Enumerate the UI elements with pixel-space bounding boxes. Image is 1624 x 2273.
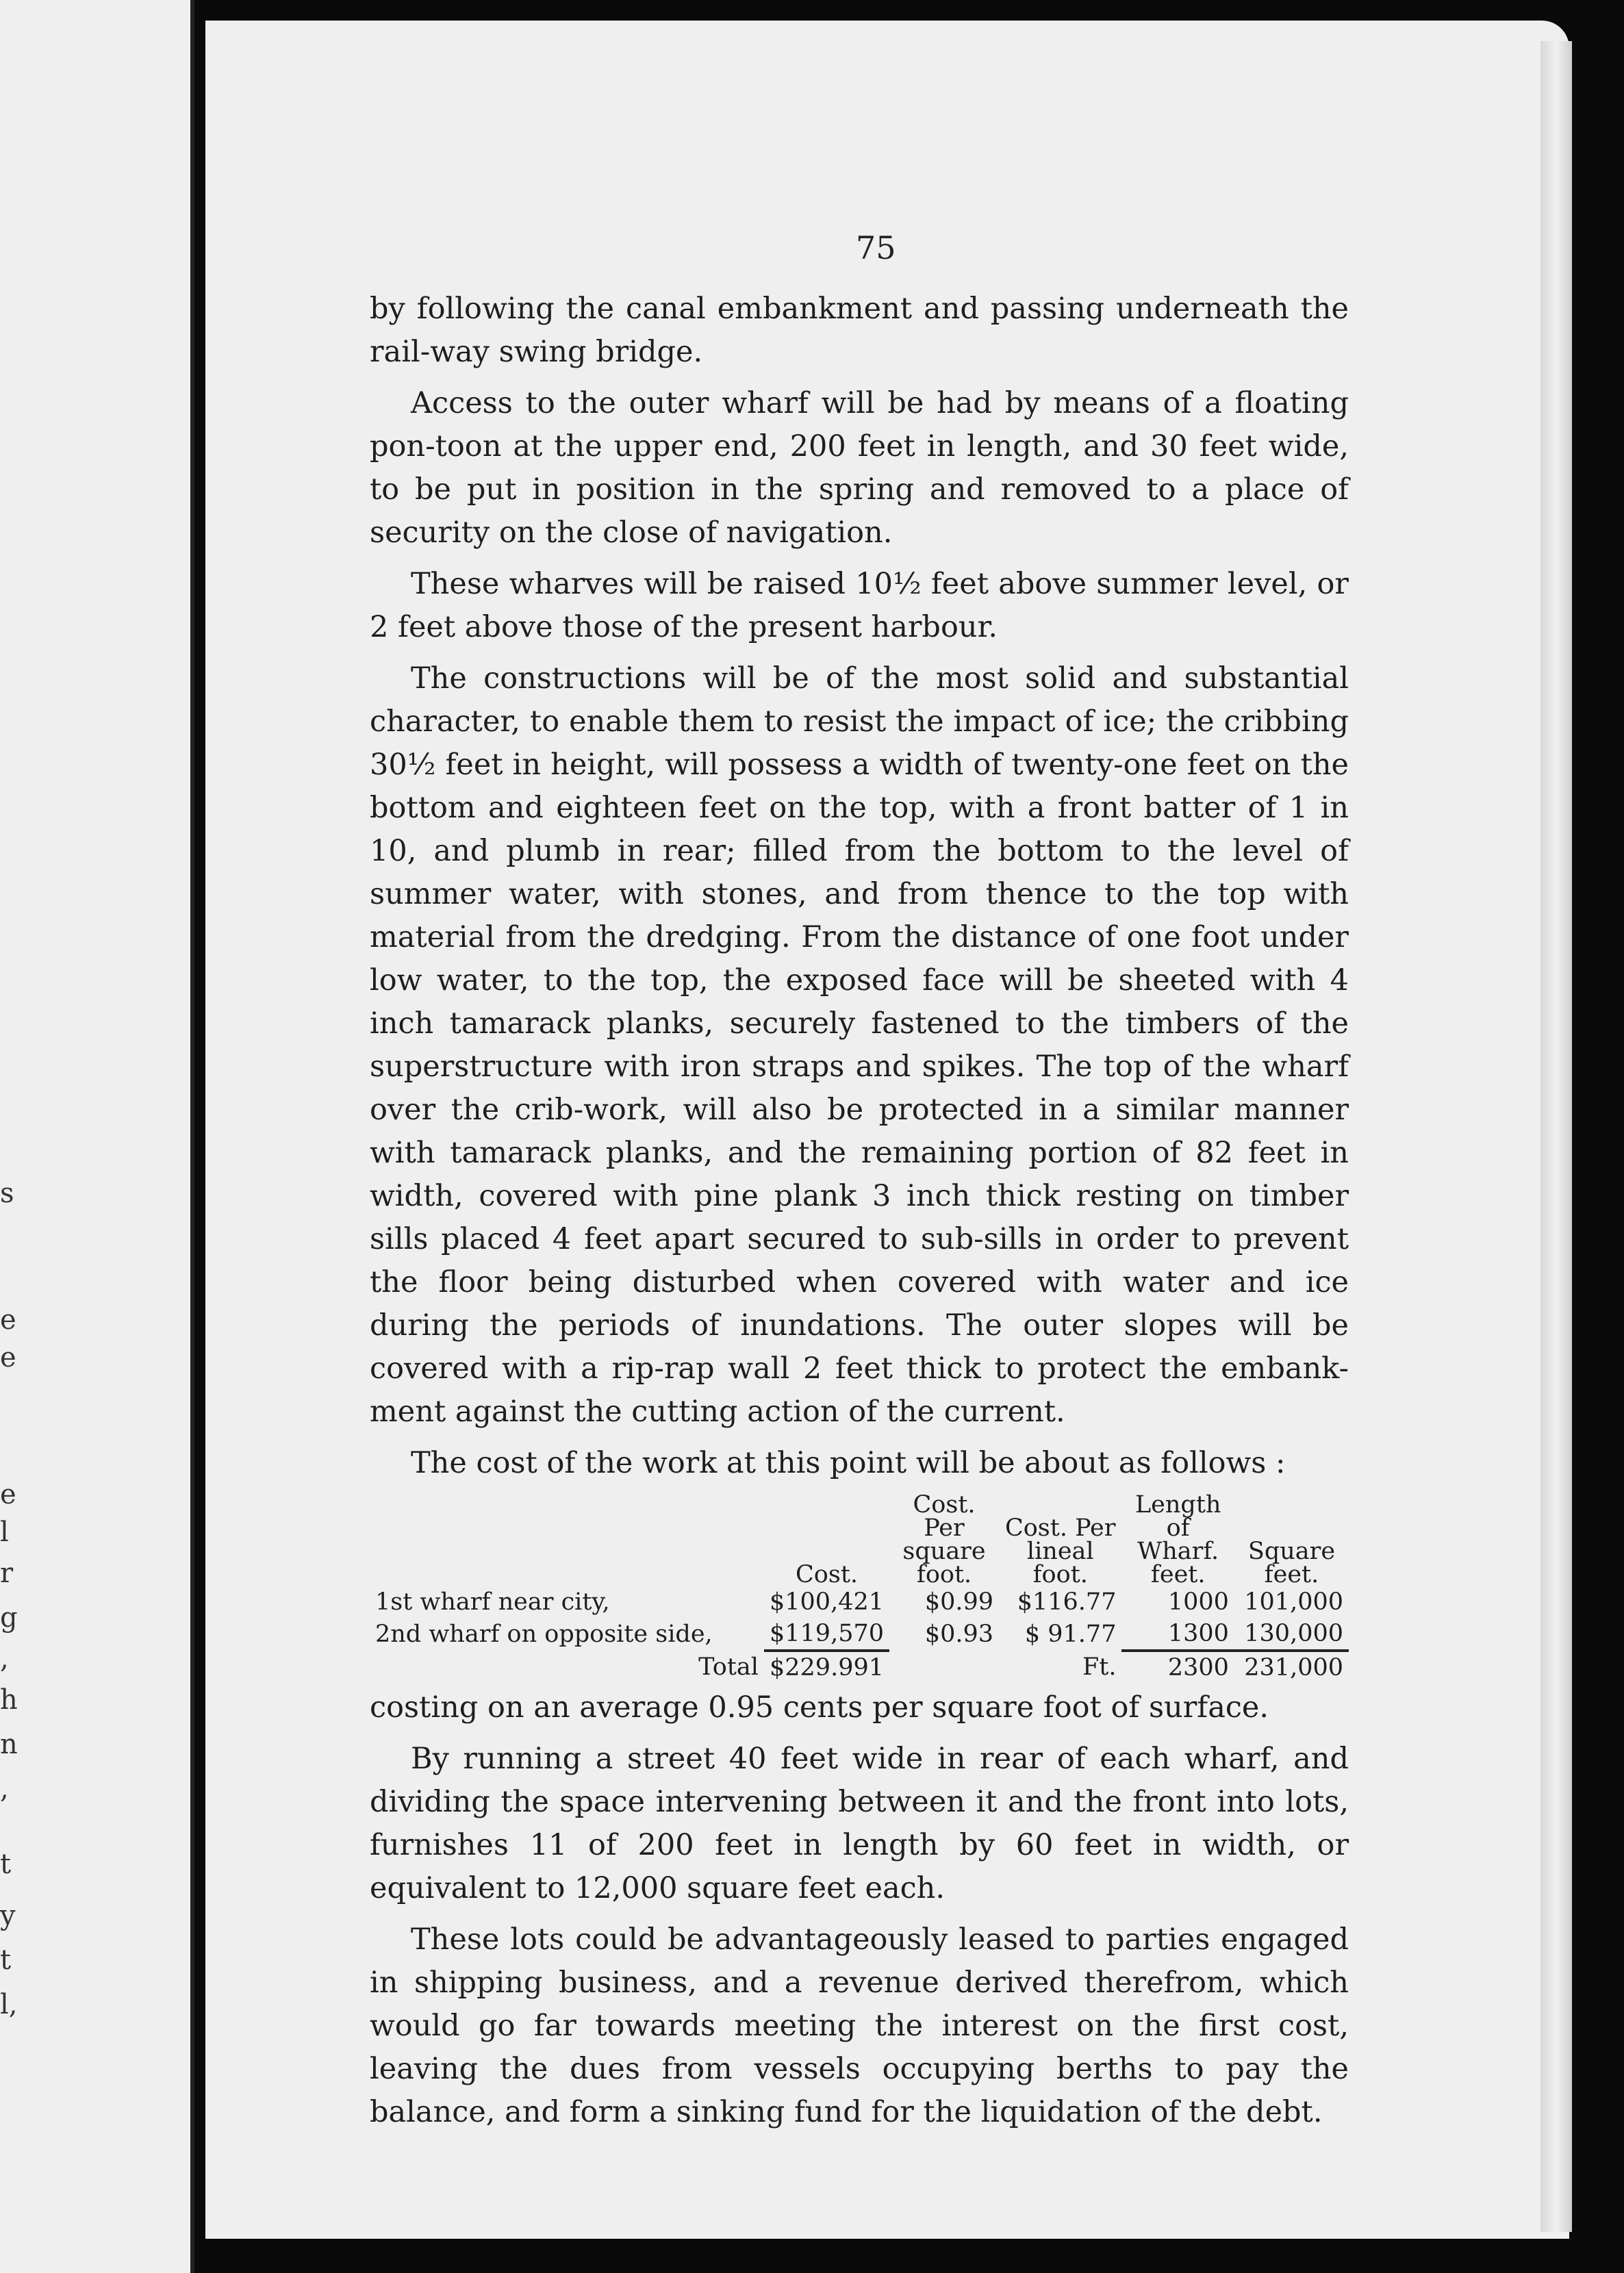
left-page-fragment: e xyxy=(0,1342,16,1373)
left-page-fragment: e xyxy=(0,1479,16,1510)
cell-per-lineal: $116.77 xyxy=(1017,1588,1117,1616)
left-page-fragment: s xyxy=(0,1178,14,1209)
total-square: 231,000 xyxy=(1234,1651,1349,1684)
left-page-fragment: h xyxy=(0,1684,18,1716)
left-page-fragment: , xyxy=(0,1773,9,1805)
cost-table xyxy=(370,1493,1349,1684)
paragraph: By running a street 40 feet wide in rear of each wharf, and dividing the space intervening between it and the front into lots, furnishes 11 of 200 feet in length by 60 feet in width, or equivalent to 12,000 square feet each. xyxy=(370,1742,1349,1905)
left-page-fragment: r xyxy=(0,1558,14,1589)
left-page-fragment: y xyxy=(0,1900,16,1931)
total-length: 2300 xyxy=(1121,1651,1234,1684)
cell-length: 1000 xyxy=(1167,1588,1229,1616)
table-header: Square feet. xyxy=(1247,1538,1336,1588)
table-total-row xyxy=(370,1651,1349,1684)
table-row xyxy=(370,1618,1349,1651)
paragraph: These wharves will be raised 10½ feet above summer level, or 2 feet above those of the present harbour. xyxy=(370,567,1349,644)
left-page-fragment: , xyxy=(0,1643,9,1675)
paragraph: The cost of the work at this point will be about as follows : xyxy=(411,1446,1286,1480)
paragraph: by following the canal embankment and passing underneath the rail-way swing bridge. xyxy=(370,292,1349,369)
table-header-blank xyxy=(370,1493,764,1586)
paragraph: The constructions will be of the most solid and substantial character, to enable them to resist the impact of ice; the cribbing 30½ feet in height, will possess a width of twenty-one feet on the bottom and eighteen feet on the top, with a front batter of 1 in 10, and plumb in rear; filled from the bottom to the level of summer water, with stones, and from thence to the top with material from the dredging. From the distance of one foot under low water, to the top, the exposed face will be sheeted with 4 inch tamarack planks, securely fastened to the timbers of the superstructure with iron straps and spikes. The top of the wharf over the crib-work, will also be protected in a similar manner with tamarack planks, and the remaining portion of 82 feet in width, covered with pine plank 3 inch thick resting on timber sills placed 4 feet apart secured to sub-sills in order to prevent the floor being disturbed when covered with water and ice during the periods of inundations. The outer slopes will be covered with a rip-rap wall 2 feet thick to protect the embank-ment against the cutting action of the current. xyxy=(370,661,1349,1429)
table-header: Cost. Per square foot. xyxy=(902,1491,986,1588)
total-unit: Ft. xyxy=(1082,1653,1117,1681)
left-page-edge xyxy=(0,0,194,2273)
left-page-fragment: l xyxy=(0,1516,9,1548)
left-page-fragment: t xyxy=(0,1849,12,1880)
row-label: 1st wharf near city, xyxy=(375,1588,610,1616)
total-blank xyxy=(889,1651,999,1684)
table-header: Cost. Per lineal foot. xyxy=(1004,1514,1116,1588)
cell-square: 101,000 xyxy=(1244,1588,1343,1616)
cell-cost: $119,570 xyxy=(770,1620,885,1647)
left-page-fragment: l, xyxy=(0,1989,18,2020)
body-text xyxy=(370,288,1349,2142)
paragraph: Access to the outer wharf will be had by means of a floating pon-toon at the upper end, 200 feet in length, and 30 feet wide, to be put in position in the spring and removed to a place of security on the close of navigation. xyxy=(370,386,1349,550)
table-header: Cost. xyxy=(796,1561,859,1588)
total-label: Total xyxy=(698,1653,759,1681)
cell-per-square: $0.99 xyxy=(924,1588,994,1616)
row-label: 2nd wharf on opposite side, xyxy=(375,1621,713,1648)
left-page-fragment: t xyxy=(0,1944,12,1976)
cell-cost: $100,421 xyxy=(770,1588,885,1616)
page-edge xyxy=(1540,41,1572,2232)
paragraph: costing on an average 0.95 cents per square foot of surface. xyxy=(370,1690,1269,1725)
left-page-fragment: e xyxy=(0,1304,16,1336)
cell-per-square: $0.93 xyxy=(924,1621,994,1648)
cell-length: 1300 xyxy=(1167,1620,1229,1647)
left-page-fragment: n xyxy=(0,1729,18,1760)
total-cost: $229.991 xyxy=(764,1651,889,1684)
table-row xyxy=(370,1586,1349,1618)
table-header: Length of Wharf. feet. xyxy=(1134,1491,1221,1588)
paragraph: These lots could be advantageously leased to parties engaged in shipping business, and a revenue derived therefrom, which would go far towards meeting the interest on the first cost, leaving the dues from vessels occupying berths to pay the balance, and form a sinking fund for the liquidation of the debt. xyxy=(370,1922,1349,2129)
cell-per-lineal: $ 91.77 xyxy=(1024,1621,1117,1648)
page-number: 75 xyxy=(856,229,896,266)
left-page-fragment: g xyxy=(0,1602,18,1634)
cell-square: 130,000 xyxy=(1244,1620,1343,1647)
